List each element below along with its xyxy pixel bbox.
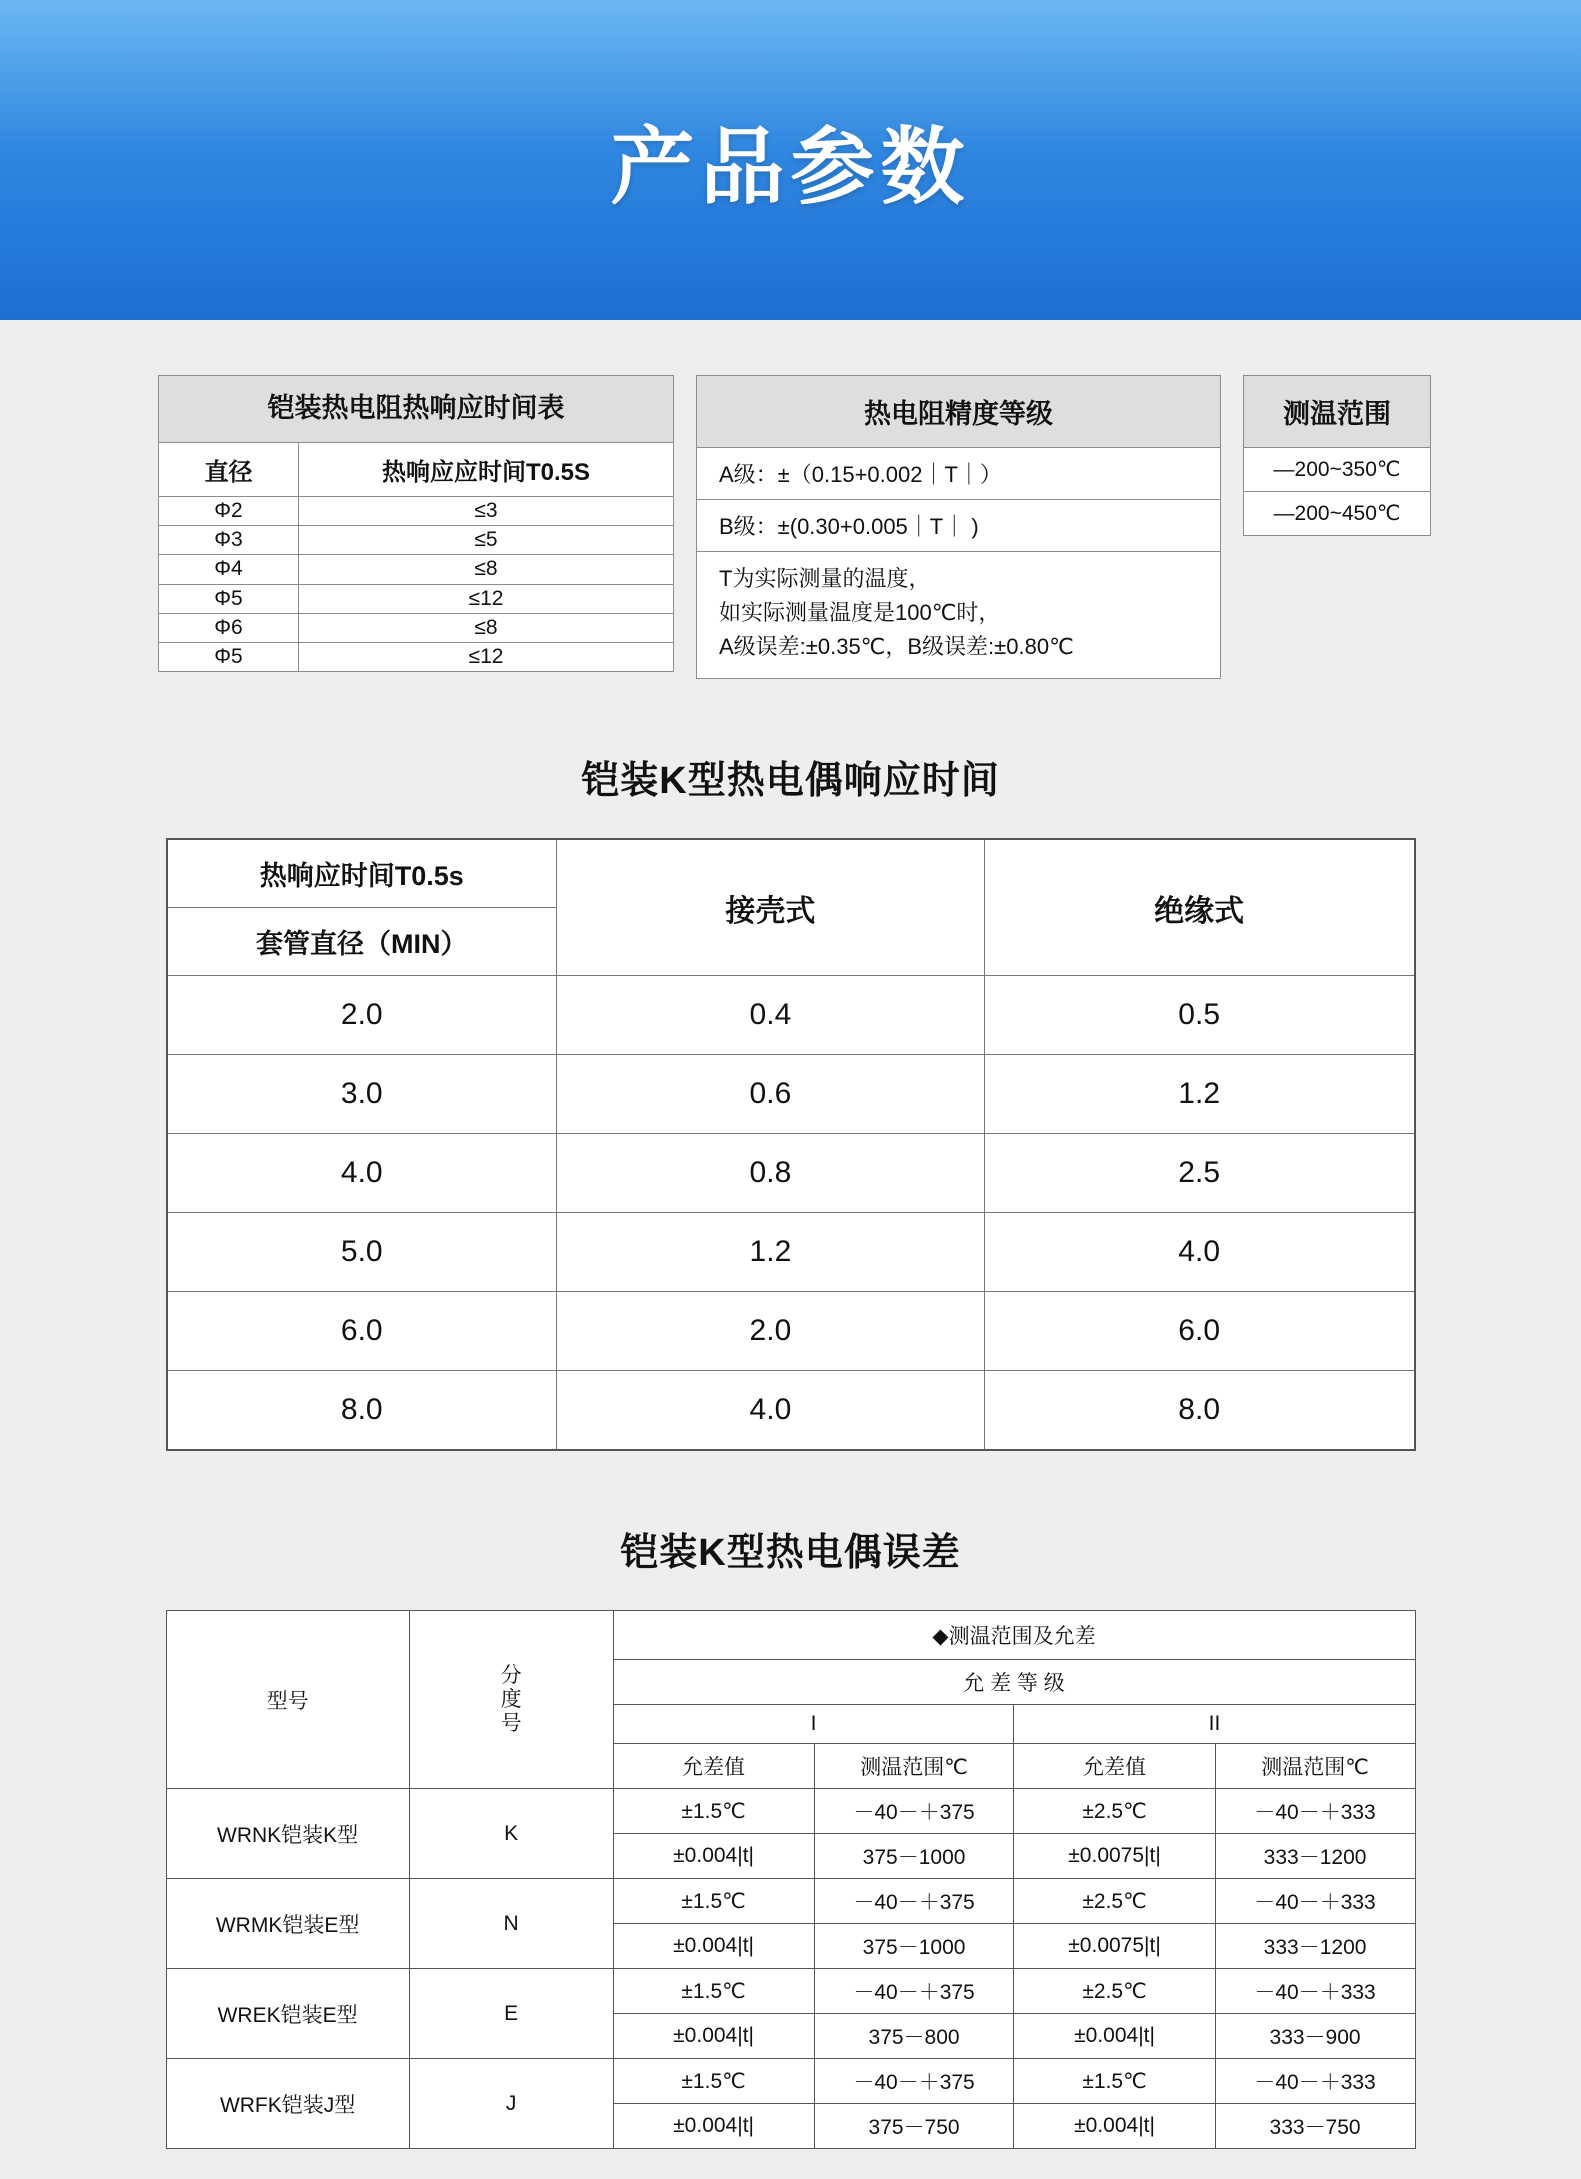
cell-range-2: －40－＋333 <box>1215 1789 1415 1834</box>
cell-range-2: 333－750 <box>1215 2104 1415 2149</box>
page-title: 产品参数 <box>610 119 971 214</box>
cell-diameter: Φ6 <box>159 613 299 642</box>
table-row <box>167 1055 1415 1134</box>
accuracy-note-line1: T为实际测量的温度， <box>719 566 931 591</box>
range-value: —200~350℃ <box>1244 448 1431 492</box>
grade-b-text: B级：±(0.30+0.005｜T｜ ) <box>697 500 1221 552</box>
table-header-row <box>159 442 674 496</box>
table-row <box>166 1969 1415 2014</box>
cell-tolerance-1: ±0.004|t| <box>613 2014 814 2059</box>
cell-tolerance-1: ±1.5℃ <box>613 1879 814 1924</box>
cell-range-1: 375－800 <box>814 2014 1014 2059</box>
table-temperature-range <box>1243 375 1431 536</box>
table-caption-row <box>1244 376 1431 448</box>
subheader-tolerance-1: 允差值 <box>613 1744 814 1789</box>
section-title-k-response: 铠装K型热电偶响应时间 <box>581 760 1000 803</box>
cell-grade: K <box>409 1789 613 1879</box>
table-caption: 测温范围 <box>1244 376 1431 448</box>
cell-grade: N <box>409 1879 613 1969</box>
content-area <box>0 320 1581 2179</box>
cell-range-2: 333－1200 <box>1215 1924 1415 1969</box>
col-header-response-time: 热响应应时间T0.5S <box>299 442 674 496</box>
subheader-range-2: 测温范围℃ <box>1215 1744 1415 1789</box>
grade-a-text: A级：±（0.15+0.002｜T｜） <box>697 448 1221 500</box>
cell-diameter: Φ5 <box>159 584 299 613</box>
cell-diameter: 2.0 <box>167 976 557 1055</box>
cell-model: WRMK铠装E型 <box>166 1879 409 1969</box>
cell-tolerance-1: ±0.004|t| <box>613 1924 814 1969</box>
cell-insulated: 6.0 <box>984 1292 1414 1371</box>
table-row <box>159 555 674 584</box>
cell-range-2: 333－900 <box>1215 2014 1415 2059</box>
section-title-k-error: 铠装K型热电偶误差 <box>620 1532 961 1575</box>
cell-diameter: 8.0 <box>167 1371 557 1451</box>
cell-tolerance-2: ±0.0075|t| <box>1014 1924 1215 1969</box>
cell-range-2: －40－＋333 <box>1215 2059 1415 2104</box>
cell-diameter: 5.0 <box>167 1213 557 1292</box>
cell-range-1: 375－1000 <box>814 1834 1014 1879</box>
table-row <box>159 613 674 642</box>
table-row <box>159 643 674 672</box>
table-caption: 铠装热电阻热响应时间表 <box>159 376 674 443</box>
header-model: 型号 <box>166 1611 409 1789</box>
header-tolerance-class: 允 差 等 级 <box>613 1660 1415 1705</box>
cell-grounded: 0.8 <box>557 1134 985 1213</box>
cell-insulated: 0.5 <box>984 976 1414 1055</box>
table-rtd-accuracy-grade <box>696 375 1221 679</box>
accuracy-note-line2: 如实际测量温度是100℃时， <box>719 600 1001 626</box>
cell-insulated: 2.5 <box>984 1134 1414 1213</box>
cell-time: ≤12 <box>299 584 674 613</box>
col-header-diameter: 直径 <box>159 442 299 496</box>
table-caption-row <box>159 376 674 443</box>
cell-diameter: Φ3 <box>159 526 299 555</box>
cell-diameter: 6.0 <box>167 1292 557 1371</box>
cell-range-2: －40－＋333 <box>1215 1879 1415 1924</box>
cell-range-1: －40－＋375 <box>814 1969 1014 2014</box>
table-row <box>159 496 674 525</box>
table-header-range-row <box>166 1611 1415 1660</box>
cell-tolerance-2: ±2.5℃ <box>1014 1789 1215 1834</box>
cell-model: WRNK铠装K型 <box>166 1789 409 1879</box>
header-grounded: 接壳式 <box>557 839 985 976</box>
cell-tolerance-2: ±2.5℃ <box>1014 1969 1215 2014</box>
cell-tolerance-1: ±0.004|t| <box>613 2104 814 2149</box>
cell-tolerance-1: ±1.5℃ <box>613 2059 814 2104</box>
cell-grounded: 1.2 <box>557 1213 985 1292</box>
cell-time: ≤5 <box>299 526 674 555</box>
top-tables-row <box>0 375 1581 679</box>
table-row <box>166 1789 1415 1834</box>
cell-tolerance-2: ±2.5℃ <box>1014 1879 1215 1924</box>
accuracy-note-row <box>697 552 1221 679</box>
cell-grounded: 0.4 <box>557 976 985 1055</box>
cell-time: ≤3 <box>299 496 674 525</box>
header-sheath-diameter: 套管直径（MIN） <box>167 908 557 976</box>
cell-insulated: 1.2 <box>984 1055 1414 1134</box>
table-k-response-time <box>166 838 1416 1451</box>
table-row <box>167 1371 1415 1451</box>
table-row <box>167 1292 1415 1371</box>
cell-time: ≤12 <box>299 643 674 672</box>
cell-model: WRFK铠装J型 <box>166 2059 409 2149</box>
cell-time: ≤8 <box>299 613 674 642</box>
cell-tolerance-2: ±0.004|t| <box>1014 2104 1215 2149</box>
header-insulated: 绝缘式 <box>984 839 1414 976</box>
grade-b-row <box>697 500 1221 552</box>
cell-diameter: 3.0 <box>167 1055 557 1134</box>
table-row <box>159 584 674 613</box>
cell-range-2: 333－1200 <box>1215 1834 1415 1879</box>
table-rtd-response-time <box>158 375 674 672</box>
table-header-row-1 <box>167 839 1415 908</box>
range-value: —200~450℃ <box>1273 502 1401 525</box>
cell-grounded: 0.6 <box>557 1055 985 1134</box>
cell-insulated: 4.0 <box>984 1213 1414 1292</box>
page-banner <box>0 0 1581 320</box>
header-level-1: I <box>613 1705 1014 1744</box>
cell-grade: E <box>409 1969 613 2059</box>
cell-range-1: －40－＋375 <box>814 2059 1014 2104</box>
header-level-2: II <box>1014 1705 1415 1744</box>
header-range-allowance: ◆测温范围及允差 <box>613 1611 1415 1660</box>
subheader-range-1: 测温范围℃ <box>814 1744 1014 1789</box>
accuracy-note-line3: A级误差:±0.35℃，B级误差:±0.80℃ <box>719 634 1074 660</box>
cell-tolerance-2: ±0.0075|t| <box>1014 1834 1215 1879</box>
cell-range-1: －40－＋375 <box>814 1879 1014 1924</box>
cell-range-1: 375－750 <box>814 2104 1014 2149</box>
cell-tolerance-1: ±1.5℃ <box>613 1969 814 2014</box>
cell-time: ≤8 <box>299 555 674 584</box>
table-row <box>1244 492 1431 536</box>
cell-grounded: 2.0 <box>557 1292 985 1371</box>
table-row <box>166 1879 1415 1924</box>
cell-model: WREK铠装E型 <box>166 1969 409 2059</box>
cell-range-2: －40－＋333 <box>1215 1969 1415 2014</box>
cell-diameter: Φ4 <box>159 555 299 584</box>
header-grade: 分 度 号 <box>409 1611 613 1789</box>
cell-diameter: Φ5 <box>159 643 299 672</box>
cell-diameter: 4.0 <box>167 1134 557 1213</box>
table-k-error <box>166 1610 1416 2149</box>
cell-range-1: 375－1000 <box>814 1924 1014 1969</box>
table-row <box>1244 448 1431 492</box>
cell-tolerance-1: ±0.004|t| <box>613 1834 814 1879</box>
header-response-time: 热响应时间T0.5s <box>167 839 557 908</box>
table-row <box>167 1134 1415 1213</box>
cell-tolerance-2: ±1.5℃ <box>1014 2059 1215 2104</box>
table-row <box>167 1213 1415 1292</box>
cell-diameter: Φ2 <box>159 496 299 525</box>
table-row <box>167 976 1415 1055</box>
subheader-tolerance-2: 允差值 <box>1014 1744 1215 1789</box>
table-caption-row <box>697 376 1221 448</box>
cell-grade: J <box>409 2059 613 2149</box>
table-row <box>166 2059 1415 2104</box>
cell-insulated: 8.0 <box>984 1371 1414 1451</box>
cell-tolerance-2: ±0.004|t| <box>1014 2014 1215 2059</box>
cell-tolerance-1: ±1.5℃ <box>613 1789 814 1834</box>
table-caption: 热电阻精度等级 <box>697 376 1221 448</box>
table-row <box>159 526 674 555</box>
cell-range-1: －40－＋375 <box>814 1789 1014 1834</box>
cell-grounded: 4.0 <box>557 1371 985 1451</box>
grade-a-row <box>697 448 1221 500</box>
